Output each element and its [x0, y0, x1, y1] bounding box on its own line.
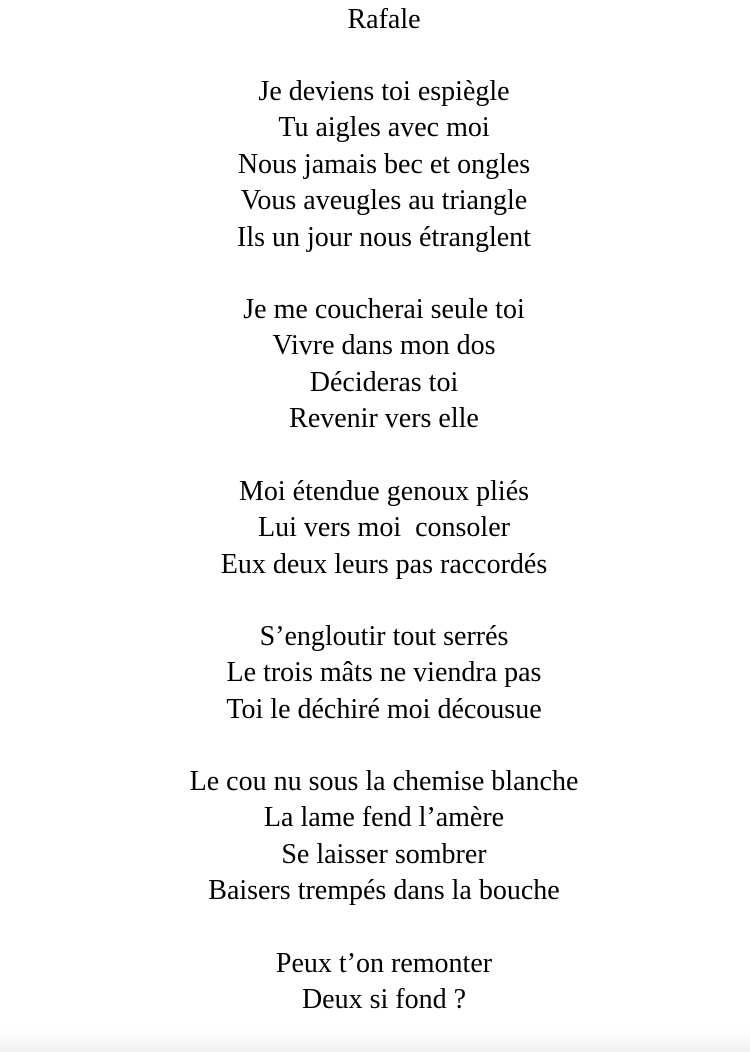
verse-line: Le trois mâts ne viendra pas: [226, 657, 542, 689]
poem-title: Rafale: [347, 4, 421, 35]
verse-line: La lame fend l’amère: [263, 802, 505, 834]
verse-line: Nous jamais bec et ongles: [237, 148, 531, 180]
stanza-3: [0, 474, 750, 583]
verse-line: Je deviens toi espiègle: [258, 76, 510, 107]
verse-line: Toi le déchiré moi décousue: [226, 693, 542, 725]
verse-line: Le cou nu sous la chemise blanche: [189, 766, 579, 797]
verse-line: Je me coucherai seule toi: [243, 294, 525, 325]
verse-line: Lui vers moi consoler: [258, 512, 510, 544]
verse-line: Moi étendue genoux pliés: [238, 476, 530, 507]
verse-line: Se laisser sombrer: [281, 838, 487, 870]
verse-line: Eux deux leurs pas raccordés: [220, 548, 548, 580]
verse-line: Peux t’on remonter: [275, 948, 493, 979]
stanza-2: [0, 292, 750, 438]
verse-line: S’engloutir tout serrés: [259, 621, 509, 652]
verse-line: Ils un jour nous étranglent: [237, 221, 531, 253]
verse-line: Vous aveugles au triangle: [240, 185, 528, 217]
verse-line: Décideras toi: [309, 366, 459, 398]
verse-line: Deux si fond ?: [301, 984, 467, 1016]
stanza-5: [0, 764, 750, 910]
stanza-6: [0, 946, 750, 1019]
verse-line: Revenir vers elle: [289, 403, 479, 435]
stanza-1: [0, 74, 750, 256]
stanza-4: [0, 619, 750, 728]
verse-line: Vivre dans mon dos: [272, 330, 496, 362]
verse-line: Tu aigles avec moi: [278, 112, 490, 144]
page-bottom-shadow: [0, 1030, 750, 1052]
verse-line: Baisers trempés dans la bouche: [208, 875, 560, 907]
